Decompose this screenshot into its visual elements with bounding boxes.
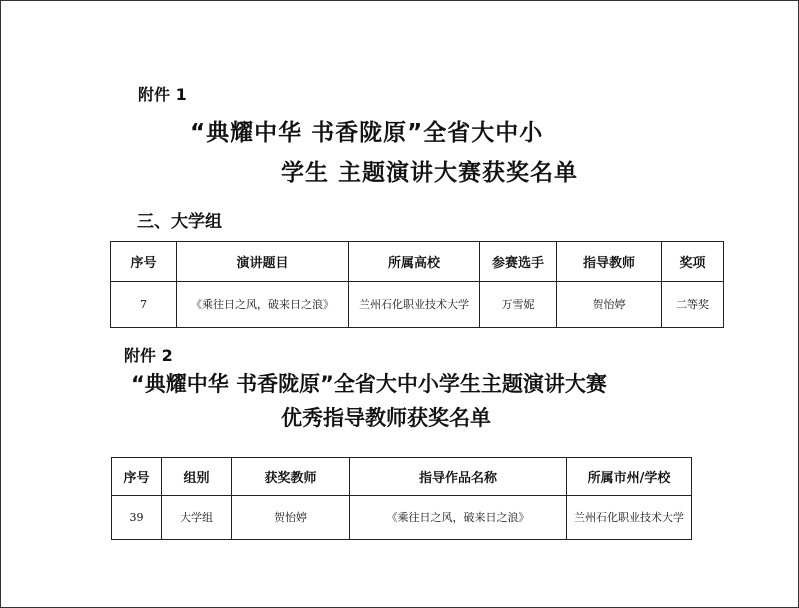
cell-group: 大学组: [162, 496, 232, 540]
cell-school: 兰州石化职业技术大学: [349, 282, 480, 328]
cell-award: 二等奖: [662, 282, 724, 328]
cell-no: 39: [112, 496, 162, 540]
table-row: [111, 282, 724, 328]
attachment-2-title-line1: “典耀中华 书香陇原”全省大中小学生主题演讲大赛: [131, 372, 607, 396]
header-cell: 组别: [162, 458, 232, 496]
cell-contestant: 万雪妮: [480, 282, 557, 328]
cell-work: 《乘往日之风，破来日之浪》: [350, 496, 567, 540]
header-cell: 奖项: [662, 242, 724, 282]
header-cell: 所属高校: [349, 242, 480, 282]
table-header-row: [112, 458, 692, 496]
header-cell: 指导作品名称: [350, 458, 567, 496]
cell-school: 兰州石化职业技术大学: [567, 496, 692, 540]
cell-topic: 《乘往日之风，破来日之浪》: [177, 282, 349, 328]
cell-teacher: 贺怡婷: [557, 282, 662, 328]
cell-no: 7: [111, 282, 177, 328]
table-row: [112, 496, 692, 540]
header-cell: 序号: [111, 242, 177, 282]
header-cell: 指导教师: [557, 242, 662, 282]
header-cell: 获奖教师: [232, 458, 350, 496]
award-table-2: [111, 457, 692, 540]
attachment-1-title-line2: 学生 主题演讲大赛获奖名单: [281, 160, 579, 186]
attachment-2-label: 附件 2: [124, 346, 173, 365]
header-cell: 演讲题目: [177, 242, 349, 282]
table-header-row: [111, 242, 724, 282]
attachment-2-title-line2: 优秀指导教师获奖名单: [281, 406, 491, 430]
header-cell: 所属市州/学校: [567, 458, 692, 496]
section-heading: 三、大学组: [137, 212, 222, 232]
cell-teacher: 贺怡婷: [232, 496, 350, 540]
attachment-1-title-line1: “典耀中华 书香陇原”全省大中小: [190, 120, 544, 146]
attachment-1-label: 附件 1: [138, 85, 187, 104]
award-table-1: [110, 241, 724, 328]
header-cell: 序号: [112, 458, 162, 496]
header-cell: 参赛选手: [480, 242, 557, 282]
